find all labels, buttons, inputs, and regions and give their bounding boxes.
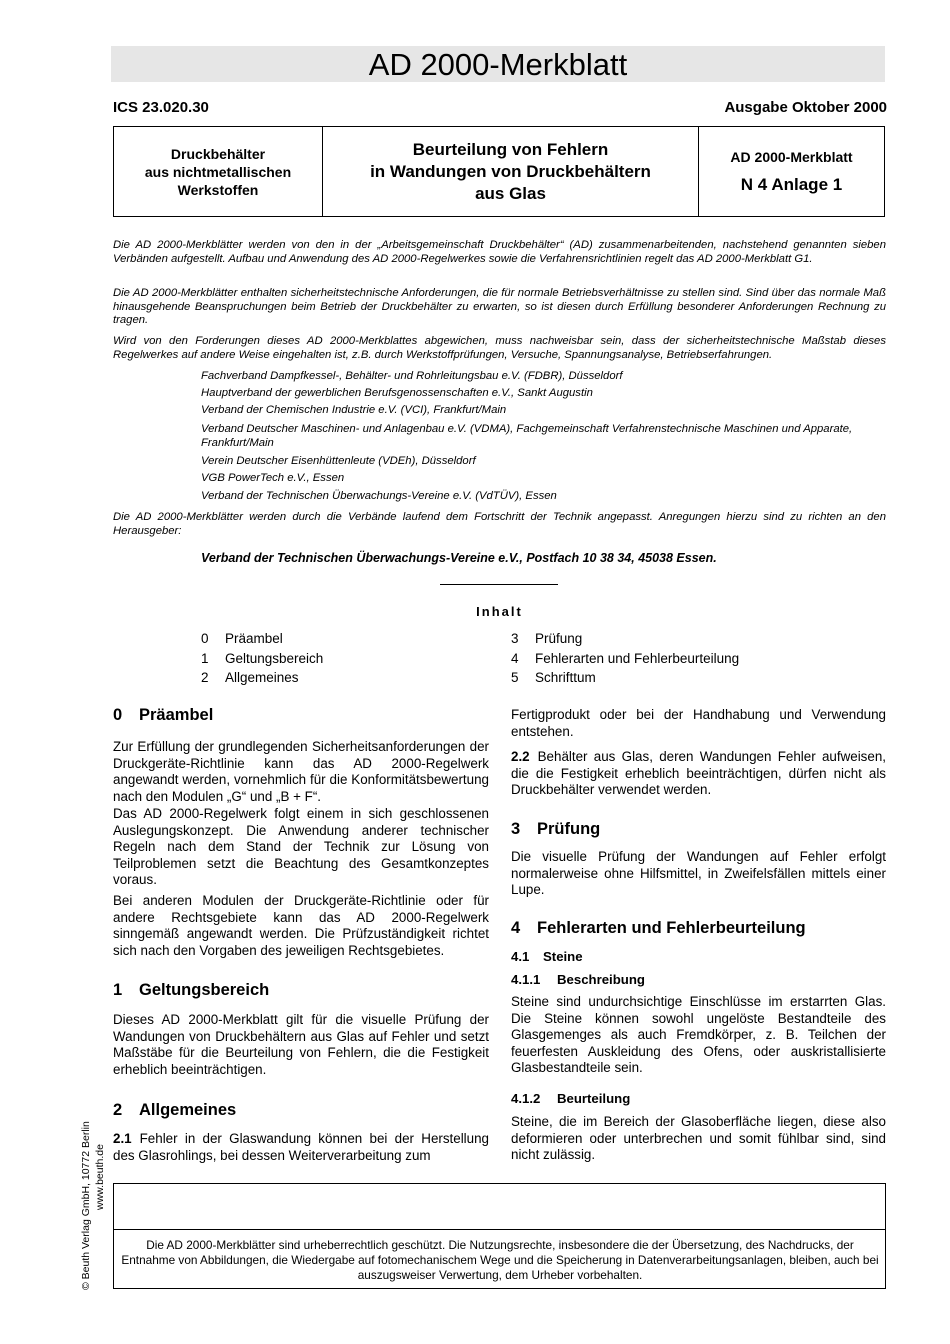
publisher-imprint [79, 1121, 107, 1290]
toc-entry: 5 Schrifttum [511, 670, 596, 685]
subsection-heading: 4.1 Steine [511, 949, 583, 964]
subsubsection-heading: 4.1.2 Beurteilung [511, 1091, 631, 1106]
category-cell [114, 127, 323, 216]
footer-divider [113, 1229, 886, 1230]
association-item: Verein Deutscher Eisenhüttenleute (VDEh), Düsseldorf [201, 455, 476, 467]
publisher-address: Verband der Technischen Überwachungs-Vereine e.V., Postfach 10 38 34, 45038 Essen. [201, 551, 717, 565]
section-heading: 1 Geltungsbereich [113, 981, 270, 999]
ics-code: ICS 23.020.30 [113, 99, 209, 116]
toc-entry: 1 Geltungsbereich [201, 650, 324, 666]
section-heading: 4 Fehlerarten und Fehlerbeurteilung [511, 919, 806, 937]
body-paragraph [511, 707, 886, 740]
body-paragraph: Bei anderen Modulen der Druckgeräte-Richtlinie oder für andere Rechtsgebiete kann das AD 2000-Regelwerk sinngemäß angewandt werden. Die Prüfzuständigkeit richtet sich nach den Vorgaben des jeweiligen Rechtsgebietes. [113, 893, 489, 958]
association-item: Hauptverband der gewerblichen Berufsgenossenschaften e.V., Sankt Augustin [201, 387, 593, 399]
separator-line [440, 584, 558, 585]
copyright-notice: Die AD 2000-Merkblätter sind urheberrechtlich geschützt. Die Nutzungsrechte, insbesondere die der Übersetzung, des Nachdrucks, der Entnahme von Abbildungen, die Wiedergabe auf fotomechanischem Wege und die Speicherung in Datenverarbeitungsanlagen, bleiben, auch bei auszugsweiser Verwertung, dem Urheber vorbehalten. [121, 1238, 879, 1282]
section-heading: 2 Allgemeines [113, 1101, 237, 1119]
body-paragraph: Zur Erfüllung der grundlegenden Sicherheitsanforderungen der Druckgeräte-Richtlinie kann das AD 2000-Regelwerk angewandt werden, vornehmlich für die Konformitätsbewertung nach den Modulen „G“ und „B + F“. [113, 739, 489, 804]
association-item: Verband der Technischen Überwachungs-Vereine e.V. (VdTÜV), Essen [201, 490, 557, 502]
imprint-line: © Beuth Verlag GmbH, 10772 Berlin [80, 1121, 92, 1290]
document-title: AD 2000-Merkblatt [111, 46, 885, 82]
toc-entry: 2 Allgemeines [201, 670, 299, 685]
numbered-paragraph: 2.1 Fehler in der Glaswandung können bei der Herstellung des Glasrohlings, bei dessen Weiterverarbeitung zum [113, 1131, 489, 1163]
subsubsection-heading: 4.1.1 Beschreibung [511, 972, 645, 987]
sheet-number: N 4 Anlage 1 [740, 174, 843, 194]
numbered-paragraph: 2.2 Behälter aus Glas, deren Wandungen Fehler aufweisen, die die Festigkeit erheblich beeinträchtigen, dürfen nicht als Druckbehälter verwendet werden. [511, 749, 886, 797]
association-item: Fachverband Dampfkessel-, Behälter- und Rohrleitungsbau e.V. (FDBR), Düsseldorf [201, 370, 623, 382]
body-paragraph: Steine sind undurchsichtige Einschlüsse im erstarrten Glas. Die Steine können sowohl ungelöste Bestandteile des Glasgemenges als auch Fremdkörper, z. B. Teilchen der feuerfesten Auskleidung des Ofens, oder auskristallisierte Glasbestandteile sein. [511, 994, 886, 1075]
sheet-series: AD 2000-Merkblatt [730, 148, 853, 165]
body-paragraph: Steine, die im Bereich der Glasoberfläche liegen, diese also deformieren oder unterbrechen und somit fühlbar sind, sind nicht zulässig. [511, 1114, 886, 1162]
category-line: Druckbehälter [170, 145, 266, 162]
body-paragraph: Dieses AD 2000-Merkblatt gilt für die visuelle Prüfung der Wandungen von Druckbehältern aus Glas auf Fehler und setzt Maßstäbe für die Beurteilung von Fehlern, die die Festigkeit erheblich beeinträchtigen. [113, 1012, 489, 1077]
header-table [113, 126, 885, 217]
toc-left-column [201, 629, 323, 688]
intro-paragraph: Die AD 2000-Merkblätter werden durch die Verbände laufend dem Fortschritt der Technik angepasst. Anregungen hierzu sind zu richten an den Herausgeber: [113, 511, 886, 537]
category-line: Werkstoffen [177, 181, 259, 198]
association-item: Verband der Chemischen Industrie e.V. (VCI), Frankfurt/Main [201, 404, 507, 416]
subject-line: in Wandungen von Druckbehältern [370, 161, 651, 181]
category-line: aus nichtmetallischen [144, 163, 292, 180]
intro-paragraph: Die AD 2000-Merkblätter enthalten sicherheitstechnische Anforderungen, die für normale Betriebsverhältnisse zu stellen sind. Sind über das normale Maß hinausgehende Beanspruchungen beim Betrieb der Druckbehälter zu erwarten, so ist diesen durch Erfüllung besonderer Anforderungen Rechnung zu tragen. [113, 287, 886, 326]
intro-paragraph: Wird von den Forderungen dieses AD 2000-Merkblattes abgewichen, muss nachweisbar sein, dass der sicherheitstechnische Maßstab dieses Regelwerkes auf andere Weise eingehalten ist, z.B. durch Werkstoffprüfungen, Versuche, Spannungsanalyse, Betriebserfahrungen. [113, 335, 886, 361]
body-paragraph: Das AD 2000-Regelwerk folgt einem in sich geschlossenen Auslegungskonzept. Die Anwendung anderer technischer Regeln nach dem Stand der Technik zur Lösung von Teilproblemen setzt die Beachtung des Gesamtkonzeptes voraus. [113, 806, 489, 887]
subject-line: aus Glas [475, 183, 546, 203]
association-item: Verband Deutscher Maschinen- und Anlagenbau e.V. (VDMA), Fachgemeinschaft Verfahrenstechnische Maschinen und Apparate, Frankfurt/Main [201, 423, 853, 449]
toc-right-column [511, 629, 739, 688]
association-item: VGB PowerTech e.V., Essen [201, 472, 345, 484]
body-paragraph: Die visuelle Prüfung der Wandungen auf Fehler erfolgt normalerweise ohne Hilfsmittel, in Zweifelsfällen mittels einer Lupe. [511, 849, 886, 897]
toc-title: Inhalt [476, 604, 523, 619]
imprint-url: www.beuth.de [94, 1144, 106, 1210]
section-heading: 3 Prüfung [511, 820, 601, 838]
toc-entry: 4 Fehlerarten und Fehlerbeurteilung [511, 650, 740, 666]
toc-entry: 3 Prüfung [511, 631, 583, 646]
section-heading: 0 Präambel [113, 706, 214, 724]
subject-cell [323, 127, 699, 216]
sheet-id-cell [699, 127, 884, 216]
edition-date: Ausgabe Oktober 2000 [724, 99, 887, 116]
toc-entry: 0 Präambel [201, 631, 283, 646]
continued-text: Fertigprodukt oder bei der Handhabung und Verwendung entstehen. [511, 707, 886, 739]
subject-line: Beurteilung von Fehlern [412, 139, 609, 159]
intro-paragraph: Die AD 2000-Merkblätter werden von den in der „Arbeitsgemeinschaft Druckbehälter“ (AD) zusammenarbeitenden, nachstehend genannten sieben Verbänden aufgestellt. Aufbau und Anwendung des AD 2000-Regelwerkes sowie die Verfahrensrichtlinien regelt das AD 2000-Merkblatt G1. [113, 239, 886, 265]
